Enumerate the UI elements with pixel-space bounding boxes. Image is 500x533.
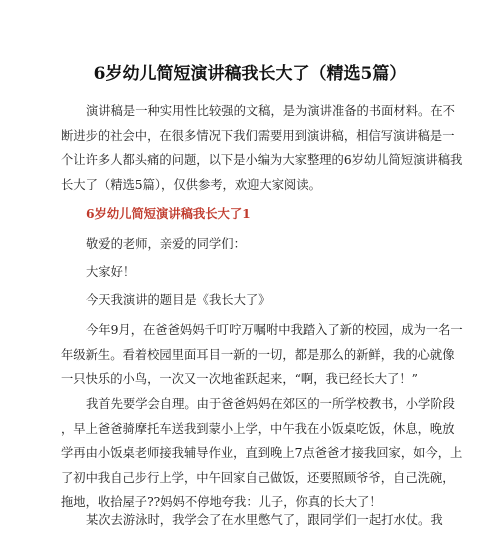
paragraph-line: ，早上爸爸骑摩托车送我到蒙小上学，中午我在小饭桌吃饭，休息，晚放 [61, 421, 455, 436]
intro-line: 演讲稿是一种实用性比较强的文稿，是为演讲准备的书面材料。在不 [86, 104, 455, 118]
paragraph-line: 今年9月，在爸爸妈妈千叮咛万嘱咐中我踏入了新的校园，成为一名一 [86, 323, 463, 337]
paragraph-line: 某次去游泳时，我学会了在水里憋气了，跟同学们一起打水仗。我 [86, 513, 443, 527]
topic-line [61, 288, 441, 313]
intro-line: 个让许多人都头痛的问题，以下是小编为大家整理的6岁幼儿简短演讲稿我 [61, 153, 463, 167]
paragraph-line: 我首先要学会自理。由于爸爸妈妈在郊区的一所学校教书，小学阶段 [86, 397, 455, 411]
paragraph-line: 拖地，收拾屋子??妈妈不停地夸我：儿子，你真的长大了！ [61, 495, 382, 509]
body-paragraph-2 [61, 392, 463, 515]
paragraph-line: 年级新生。看着校园里面耳目一新的一切，都是那么的新鲜，我的心就像 [61, 347, 455, 362]
paragraph-line: 学再由小饭桌老师接我辅导作业，直到晚上7点爸爸才接我回家，如今，上 [61, 446, 463, 460]
intro-paragraph [61, 99, 463, 197]
greeting-line [61, 232, 441, 257]
paragraph-line: 一只快乐的小鸟，一次又一次地雀跃起来，“啊，我已经长大了！” [61, 372, 418, 386]
hello-line [61, 260, 441, 285]
hello-text: 大家好！ [86, 265, 136, 279]
intro-line: 断进步的社会中，在很多情况下我们需要用到演讲稿，相信写演讲稿是一 [61, 128, 455, 143]
section-heading: 6岁幼儿简短演讲稿我长大了1 [86, 206, 251, 221]
topic-text: 今天我演讲的题目是《我长大了》 [86, 293, 271, 307]
body-paragraph-1 [61, 318, 463, 392]
body-paragraph-3-partial [61, 508, 441, 533]
intro-line: 长大了（精选5篇），仅供参考，欢迎大家阅读。 [61, 177, 321, 192]
paragraph-line: 了初中我自己步行上学，中午回家自己做饭，还要照顾爷爷，自己洗碗， [61, 470, 455, 485]
greeting-text: 敬爱的老师，亲爱的同学们： [86, 237, 246, 251]
document-title: 6岁幼儿简短演讲稿我长大了（精选5篇） [93, 64, 407, 84]
